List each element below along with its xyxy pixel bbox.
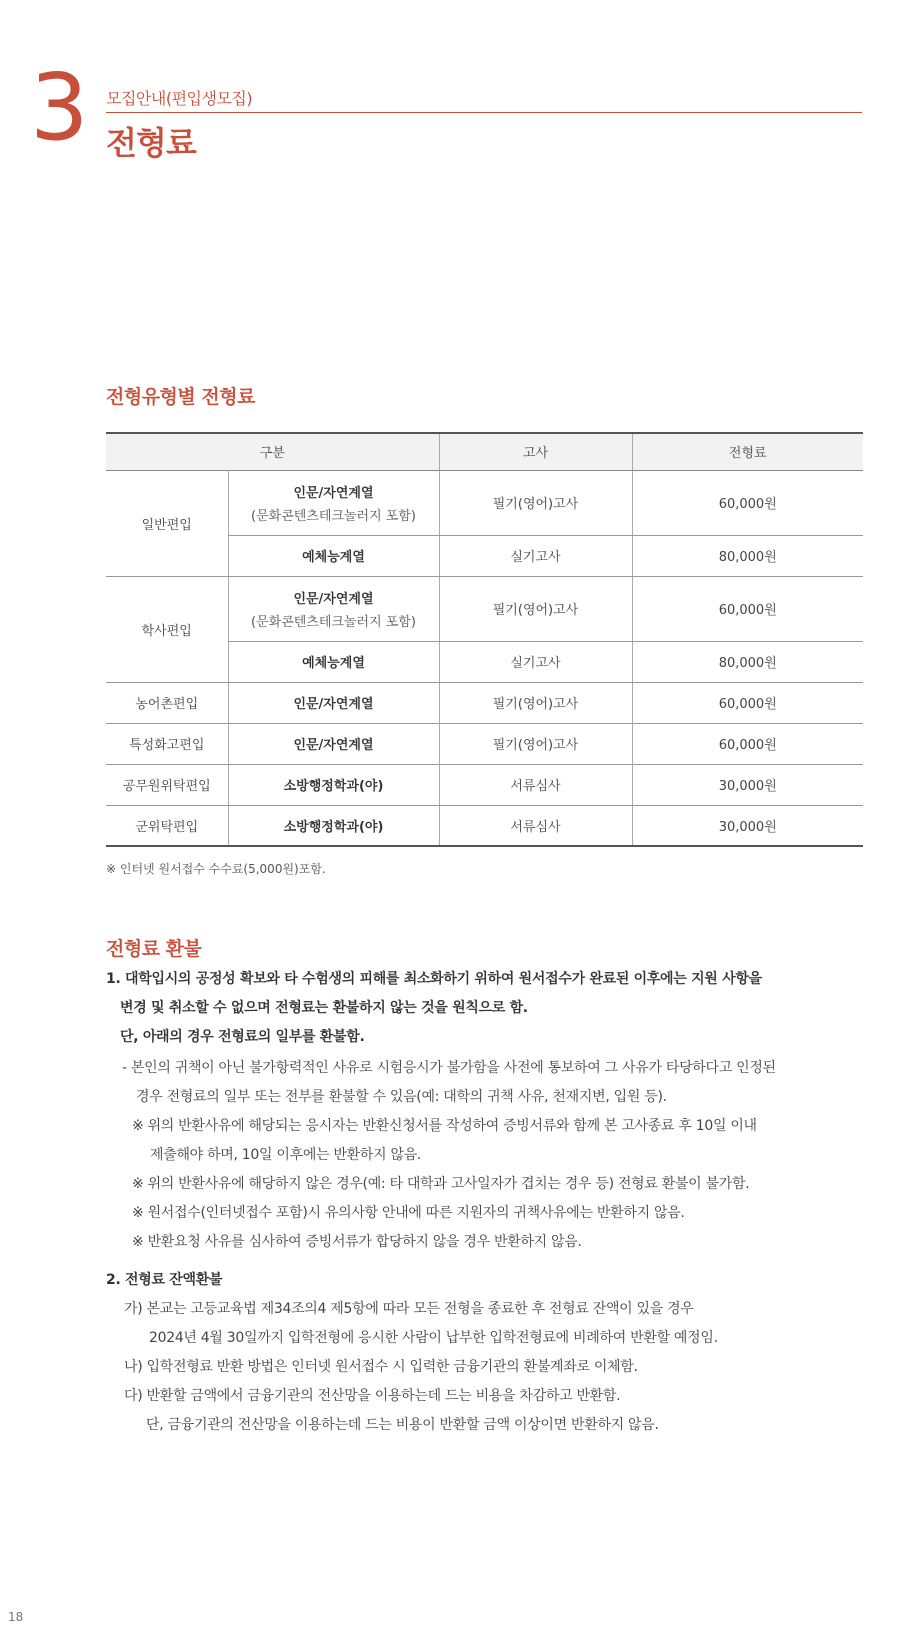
track-cell: 소방행정학과(야) bbox=[228, 764, 439, 805]
chapter-subtitle: 모집안내(편입생모집) bbox=[106, 89, 253, 108]
section-title-refund: 전형료 환불 bbox=[106, 938, 202, 960]
track-sublabel: (문화콘텐츠테크놀러지 포함) bbox=[251, 508, 416, 524]
refund-line: ※ 위의 반환사유에 해당되는 응시자는 반환신청서를 작성하여 증빙서류와 함께 본 고사종료 후 10일 이내 bbox=[132, 1118, 757, 1134]
refund-line: 단, 금융기관의 전산망을 이용하는데 드는 비용이 반환할 금액 이상이면 반환하지 않음. bbox=[146, 1417, 659, 1433]
refund-line: ※ 반환요청 사유를 심사하여 증빙서류가 합당하지 않을 경우 반환하지 않음. bbox=[132, 1234, 582, 1250]
exam-cell: 실기고사 bbox=[439, 535, 632, 576]
exam-cell: 서류심사 bbox=[439, 764, 632, 805]
refund-line: 변경 및 취소할 수 없으며 전형료는 환불하지 않는 것을 원칙으로 함. bbox=[120, 1000, 528, 1016]
page-number: 18 bbox=[8, 1610, 24, 1624]
exam-cell: 필기(영어)고사 bbox=[439, 682, 632, 723]
chapter-number: 3 bbox=[30, 54, 89, 161]
header-category: 구분 bbox=[106, 433, 439, 470]
table-row bbox=[106, 805, 863, 846]
fee-cell: 60,000원 bbox=[632, 723, 863, 764]
section-title-fees-by-type: 전형유형별 전형료 bbox=[106, 386, 255, 408]
refund-line: - 본인의 귀책이 아닌 불가항력적인 사유로 시험응시가 불가함을 사전에 통보하여 그 사유가 타당하다고 인정된 bbox=[122, 1060, 776, 1076]
category-cell: 학사편입 bbox=[106, 576, 228, 682]
exam-cell: 서류심사 bbox=[439, 805, 632, 846]
track-cell: 인문/자연계열 bbox=[228, 723, 439, 764]
exam-cell: 필기(영어)고사 bbox=[439, 723, 632, 764]
exam-cell: 필기(영어)고사 bbox=[439, 576, 632, 641]
table-row bbox=[106, 576, 863, 641]
table-row bbox=[106, 470, 863, 535]
fee-cell: 80,000원 bbox=[632, 641, 863, 682]
refund-line: 단, 아래의 경우 전형료의 일부를 환불함. bbox=[120, 1029, 365, 1045]
fee-cell: 60,000원 bbox=[632, 576, 863, 641]
track-cell: 예체능계열 bbox=[228, 641, 439, 682]
fee-note: ※ 인터넷 원서접수 수수료(5,000원)포함. bbox=[106, 862, 326, 876]
refund-line: 다) 반환할 금액에서 금융기관의 전산망을 이용하는데 드는 비용을 차감하고 반환함. bbox=[124, 1388, 621, 1404]
header-divider bbox=[106, 112, 862, 113]
exam-cell: 필기(영어)고사 bbox=[439, 470, 632, 535]
category-cell: 일반편입 bbox=[106, 470, 228, 576]
header-fee: 전형료 bbox=[632, 433, 863, 470]
table-header-row bbox=[106, 433, 863, 470]
category-cell: 특성화고편입 bbox=[106, 723, 228, 764]
refund-line: 나) 입학전형료 반환 방법은 인터넷 원서접수 시 입력한 금융기관의 환불계좌로 이체함. bbox=[124, 1359, 638, 1375]
refund-line: 가) 본교는 고등교육법 제34조의4 제5항에 따라 모든 전형을 종료한 후 전형료 잔액이 있을 경우 bbox=[124, 1301, 694, 1317]
table-row bbox=[106, 682, 863, 723]
track-cell bbox=[228, 470, 439, 535]
fee-cell: 60,000원 bbox=[632, 682, 863, 723]
fee-cell: 80,000원 bbox=[632, 535, 863, 576]
fee-cell: 30,000원 bbox=[632, 805, 863, 846]
track-cell: 인문/자연계열 bbox=[228, 682, 439, 723]
refund-line: 경우 전형료의 일부 또는 전부를 환불할 수 있음(예: 대학의 귀책 사유, 천재지변, 입원 등). bbox=[136, 1089, 667, 1105]
fee-cell: 60,000원 bbox=[632, 470, 863, 535]
table-row bbox=[106, 764, 863, 805]
refund-line: 제출해야 하며, 10일 이후에는 반환하지 않음. bbox=[150, 1147, 422, 1163]
table-row bbox=[106, 723, 863, 764]
header-exam: 고사 bbox=[439, 433, 632, 470]
track-cell: 예체능계열 bbox=[228, 535, 439, 576]
refund-line: 2024년 4월 30일까지 입학전형에 응시한 사람이 납부한 입학전형료에 비례하여 반환할 예정임. bbox=[149, 1330, 718, 1346]
category-cell: 농어촌편입 bbox=[106, 682, 228, 723]
exam-cell: 실기고사 bbox=[439, 641, 632, 682]
fee-table bbox=[106, 432, 863, 847]
category-cell: 군위탁편입 bbox=[135, 819, 199, 835]
track-label: 인문/자연계열 bbox=[293, 485, 374, 501]
track-cell bbox=[228, 576, 439, 641]
track-cell: 소방행정학과(야) bbox=[228, 805, 439, 846]
refund-line: 2. 전형료 잔액환불 bbox=[106, 1272, 223, 1288]
refund-line: ※ 위의 반환사유에 해당하지 않은 경우(예: 타 대학과 고사일자가 겹치는 경우 등) 전형료 환불이 불가함. bbox=[132, 1176, 750, 1192]
refund-line: 1. 대학입시의 공정성 확보와 타 수험생의 피해를 최소화하기 위하여 원서접수가 완료된 이후에는 지원 사항을 bbox=[106, 971, 762, 987]
page-title: 전형료 bbox=[106, 124, 196, 162]
category-cell: 공무원위탁편입 bbox=[106, 764, 228, 805]
refund-line: ※ 원서접수(인터넷접수 포함)시 유의사항 안내에 따른 지원자의 귀책사유에는 반환하지 않음. bbox=[132, 1205, 685, 1221]
track-sublabel: (문화콘텐츠테크놀러지 포함) bbox=[251, 614, 416, 630]
track-label: 인문/자연계열 bbox=[293, 591, 374, 607]
fee-cell: 30,000원 bbox=[632, 764, 863, 805]
